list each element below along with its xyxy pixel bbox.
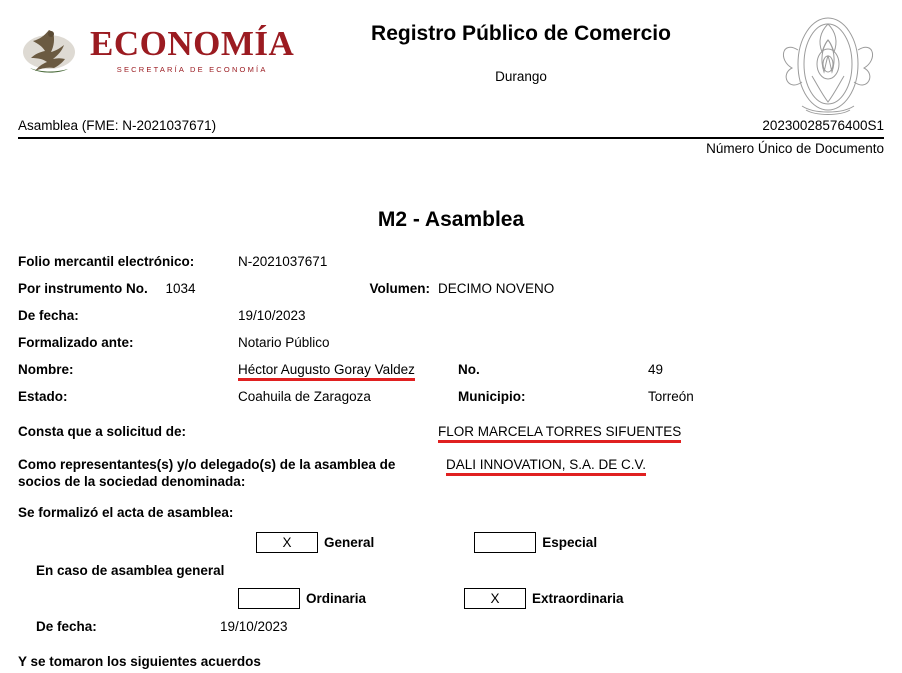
row-estado bbox=[18, 389, 884, 408]
estado-value: Coahuila de Zaragoza bbox=[238, 389, 371, 404]
fme-label: Asamblea (FME: N-2021037671) bbox=[18, 118, 217, 133]
fecha-label: De fecha: bbox=[18, 308, 79, 323]
formalizado-label: Formalizado ante: bbox=[18, 335, 134, 350]
volumen-value: DECIMO NOVENO bbox=[438, 281, 555, 296]
row-instrumento bbox=[18, 281, 884, 300]
no-label: No. bbox=[458, 362, 480, 377]
checkbox-especial[interactable] bbox=[474, 532, 536, 553]
acuerdos-label: Y se tomaron los siguientes acuerdos bbox=[18, 653, 261, 669]
form-title: M2 - Asamblea bbox=[377, 208, 525, 231]
row-en-caso bbox=[18, 563, 884, 582]
unique-document-number-label: Número Único de Documento bbox=[706, 141, 884, 156]
volumen-label: Volumen: bbox=[369, 281, 430, 296]
estado-label: Estado: bbox=[18, 389, 68, 404]
no-value: 49 bbox=[648, 362, 664, 377]
fecha2-value: 19/10/2023 bbox=[220, 618, 288, 634]
mexican-eagle-icon bbox=[18, 22, 80, 78]
checkbox-general[interactable]: X bbox=[256, 532, 318, 553]
agency-name: ECONOMÍA bbox=[90, 24, 295, 63]
row-fecha2 bbox=[18, 619, 884, 638]
en-caso-label: En caso de asamblea general bbox=[36, 562, 225, 578]
folio-label: Folio mercantil electrónico: bbox=[18, 254, 195, 269]
municipio-label: Municipio: bbox=[458, 389, 526, 404]
label-especial: Especial bbox=[542, 534, 598, 550]
row-acuerdos bbox=[18, 654, 884, 673]
checkbox-extraordinaria[interactable]: X bbox=[464, 588, 526, 609]
document-title: Registro Público de Comercio bbox=[371, 22, 671, 45]
row-nombre bbox=[18, 362, 884, 381]
fecha-value: 19/10/2023 bbox=[238, 308, 306, 323]
row-general-especial bbox=[18, 532, 884, 553]
economia-wordmark bbox=[90, 26, 294, 74]
row-ordinaria-extraordinaria bbox=[18, 588, 884, 609]
municipio-value: Torreón bbox=[648, 389, 694, 404]
agency-subtitle: SECRETARÍA DE ECONOMÍA bbox=[116, 65, 268, 74]
header-title-block bbox=[318, 8, 724, 84]
representantes-value-wrap bbox=[438, 457, 646, 476]
instrumento-line bbox=[18, 281, 238, 296]
row-folio bbox=[18, 254, 884, 273]
formalizado-value: Notario Público bbox=[238, 335, 330, 350]
row-representantes bbox=[18, 457, 884, 491]
instrumento-value: 1034 bbox=[165, 281, 196, 296]
consta-value-wrap bbox=[438, 424, 681, 443]
label-extraordinaria: Extraordinaria bbox=[532, 590, 624, 606]
document-place: Durango bbox=[495, 69, 547, 85]
row-fecha bbox=[18, 308, 884, 327]
se-formalizo-label: Se formalizó el acta de asamblea: bbox=[18, 504, 234, 520]
label-ordinaria: Ordinaria bbox=[306, 590, 367, 606]
row-consta bbox=[18, 424, 884, 443]
document-header bbox=[0, 0, 902, 118]
row-se-formalizo bbox=[18, 505, 884, 524]
representantes-label: Como representantes(s) y/o delegado(s) de la asamblea de socios de la sociedad denominada: bbox=[18, 457, 396, 489]
row-formalizado bbox=[18, 335, 884, 354]
nombre-label: Nombre: bbox=[18, 362, 74, 377]
checkbox-ordinaria[interactable] bbox=[238, 588, 300, 609]
nombre-value-wrap bbox=[238, 362, 448, 381]
unique-document-number: 20230028576400S1 bbox=[762, 118, 884, 133]
consta-value: FLOR MARCELA TORRES SIFUENTES bbox=[438, 424, 681, 443]
agency-branding bbox=[18, 8, 318, 78]
folio-value: N-2021037671 bbox=[238, 254, 328, 269]
fecha2-label: De fecha: bbox=[36, 618, 97, 634]
seal-container bbox=[724, 8, 884, 118]
representantes-value: DALI INNOVATION, S.A. DE C.V. bbox=[446, 457, 646, 476]
instrumento-label: Por instrumento No. bbox=[18, 281, 148, 296]
form-body bbox=[0, 254, 902, 673]
official-seal-icon bbox=[772, 10, 884, 118]
document-meta-row bbox=[0, 118, 902, 135]
label-general: General bbox=[324, 534, 375, 550]
consta-label: Consta que a solicitud de: bbox=[18, 424, 187, 439]
nombre-value: Héctor Augusto Goray Valdez bbox=[238, 362, 415, 381]
